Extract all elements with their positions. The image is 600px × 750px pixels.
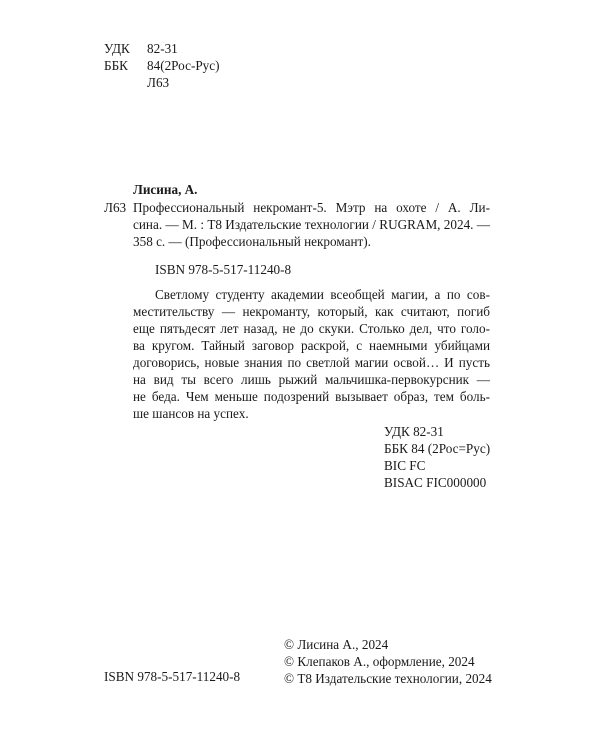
annotation-line: местительству — некроманту, который, как считают, погиб	[133, 304, 490, 319]
udk-value: 82-31	[147, 41, 178, 56]
bbk-row	[104, 57, 220, 74]
annotation-line: не беда. Чем меньше подозрений вызывает образ, тем боль-	[133, 389, 490, 404]
bbk-value: 84(2Рос-Рус)	[147, 58, 220, 73]
annotation-line: на вид ты всего лишь рыжий мальчишка-первокурсник —	[133, 372, 490, 387]
bibliographic-description	[133, 199, 490, 250]
classification-line: BISAC FIC000000	[384, 475, 487, 490]
author-mark-top: Л63	[147, 75, 170, 90]
annotation-line: договорись, новые знания по светлой магии освой… И пусть	[133, 355, 490, 370]
bib-line: Профессиональный некромант-5. Мэтр на охоте / А. Ли-	[133, 200, 490, 215]
bbk-label: ББК	[104, 58, 128, 73]
bib-line: 358 с. — (Профессиональный некромант).	[133, 234, 371, 249]
annotation	[133, 286, 490, 422]
copyright-block	[284, 636, 492, 687]
catalog-author-mark: Л63	[104, 200, 127, 215]
copyright-line: © Т8 Издательские технологии, 2024	[284, 671, 492, 686]
copyright-line: © Лисина А., 2024	[284, 637, 389, 652]
classification-line: BIC FC	[384, 458, 426, 473]
classification-line: ББК 84 (2Рос=Рус)	[384, 441, 491, 456]
classification-line: УДК 82-31	[384, 424, 444, 439]
udk-row	[104, 40, 220, 57]
classification-block	[384, 423, 490, 491]
annotation-line: ше шансов на успех.	[133, 406, 249, 421]
catalog-author: Лисина, А.	[133, 182, 198, 197]
bib-line: сина. — М. : Т8 Издательские технологии / RUGRAM, 2024. —	[133, 217, 490, 232]
top-classification-codes	[104, 40, 220, 91]
udk-label: УДК	[104, 41, 130, 56]
catalog-isbn: ISBN 978-5-517-11240-8	[155, 262, 292, 277]
annotation-line: еще пятьдесят лет назад, не до скуки. Столько дел, что голо-	[133, 321, 490, 336]
footer-isbn: ISBN 978-5-517-11240-8	[104, 669, 241, 684]
copyright-line: © Клепаков А., оформление, 2024	[284, 654, 475, 669]
annotation-line: Светлому студенту академии всеобщей магии, а по сов-	[155, 287, 490, 302]
annotation-line: ва кругом. Тайный заговор раскрой, с наемными убийцами	[133, 338, 490, 353]
